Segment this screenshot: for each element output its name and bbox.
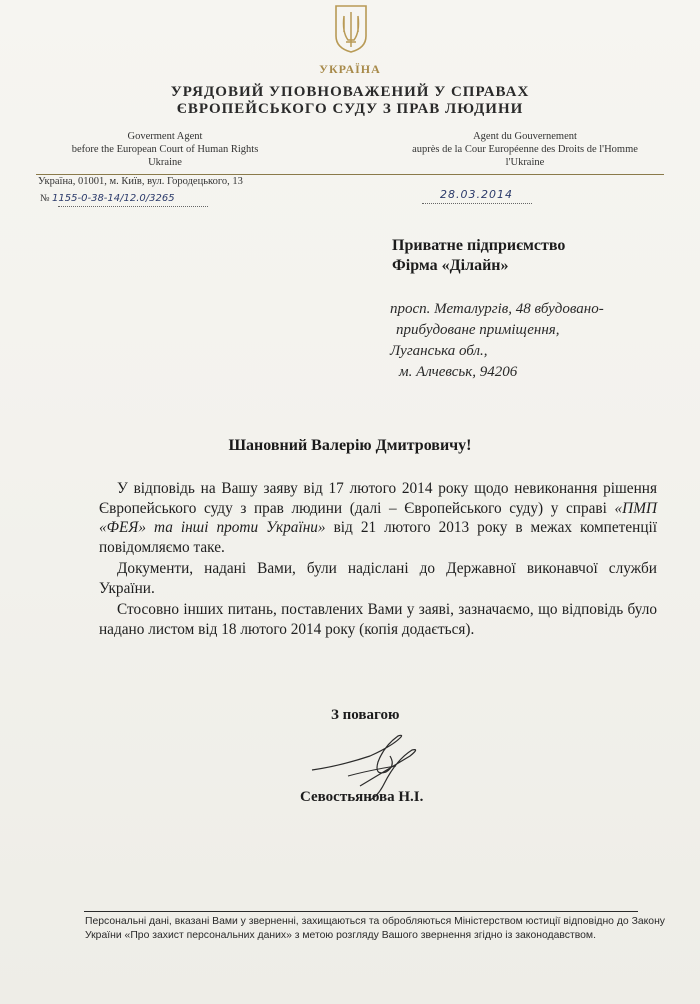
sender-address: Україна, 01001, м. Київ, вул. Городецького, 13: [38, 176, 243, 187]
recipient-address-line: просп. Металургів, 48 вбудовано-: [390, 301, 604, 317]
body-text-span: від 21 лютого 2013 року в межах компетенції повідомляємо таке.: [99, 519, 658, 556]
agent-en-line: before the European Court of Human Rights: [71, 144, 259, 155]
header-divider: [36, 174, 664, 175]
date-underline: [422, 203, 532, 204]
recipient-address: [390, 299, 604, 383]
salutation: Шановний Валерію Дмитровичу!: [228, 437, 472, 454]
body-paragraph-2: Документи, надані Вами, були надіслані до Державної виконавчої служби України.: [99, 560, 657, 597]
reference-prefix: №: [40, 193, 50, 204]
recipient-name: [392, 236, 565, 276]
recipient-name-line1: Приватне підприємство: [392, 237, 566, 254]
reference-number: [40, 193, 175, 204]
case-name: «ПМП «ФЕЯ» та інші проти України»: [99, 499, 657, 536]
letter-body: [99, 479, 657, 639]
letter-date: 28.03.2014: [440, 188, 513, 201]
agent-en-line: Goverment Agent: [127, 131, 203, 142]
recipient-name-line2: Фірма «Ділайн»: [392, 257, 509, 274]
organization-title-line1: УРЯДОВИЙ УПОВНОВАЖЕНИЙ У СПРАВАХ: [170, 84, 530, 100]
agent-fr-line: l'Ukraine: [505, 157, 545, 168]
organization-title-line2: ЄВРОПЕЙСЬКОГО СУДУ З ПРАВ ЛЮДИНИ: [176, 101, 524, 117]
body-text-span: У відповідь на Вашу заяву від 17 лютого 2014 року щодо невиконання рішення Європейського суду з прав людини (далі – Європейського суду) у справі: [99, 480, 657, 517]
agent-en-line: Ukraine: [148, 157, 182, 168]
recipient-address-line: Луганська обл.,: [390, 343, 488, 359]
body-paragraph-3: Стосовно інших питань, поставлених Вами у заяві, зазначаємо, що відповідь було надано листом від 18 лютого 2014 року (копія додається).: [99, 601, 657, 638]
trident-emblem-icon: [332, 2, 370, 54]
agent-fr-line: auprès de la Cour Européenne des Droits de l'Homme: [412, 144, 638, 155]
country-name: УКРАЇНА: [319, 62, 381, 76]
agent-title-english: [35, 130, 295, 169]
recipient-address-line: м. Алчевськ, 94206: [399, 364, 518, 380]
agent-fr-line: Agent du Gouvernement: [473, 131, 577, 142]
agent-title-french: [395, 130, 655, 169]
reference-underline: [58, 206, 208, 207]
footer-divider: [84, 911, 638, 912]
body-paragraph-1: [99, 479, 657, 557]
signatory-name: Севостьянова Н.І.: [300, 789, 424, 805]
recipient-address-line: прибудоване приміщення,: [396, 322, 560, 338]
reference-value: 1155-0-38-14/12.0/3265: [52, 193, 175, 204]
closing-regards: З повагою: [331, 707, 400, 723]
personal-data-notice: Персональні дані, вказані Вами у зверненні, захищаються та обробляються Міністерством юстиції відповідно до Закону України «Про захист персональних даних» з метою розгляду Вашого звернення згідно із законодавством.: [85, 916, 666, 941]
